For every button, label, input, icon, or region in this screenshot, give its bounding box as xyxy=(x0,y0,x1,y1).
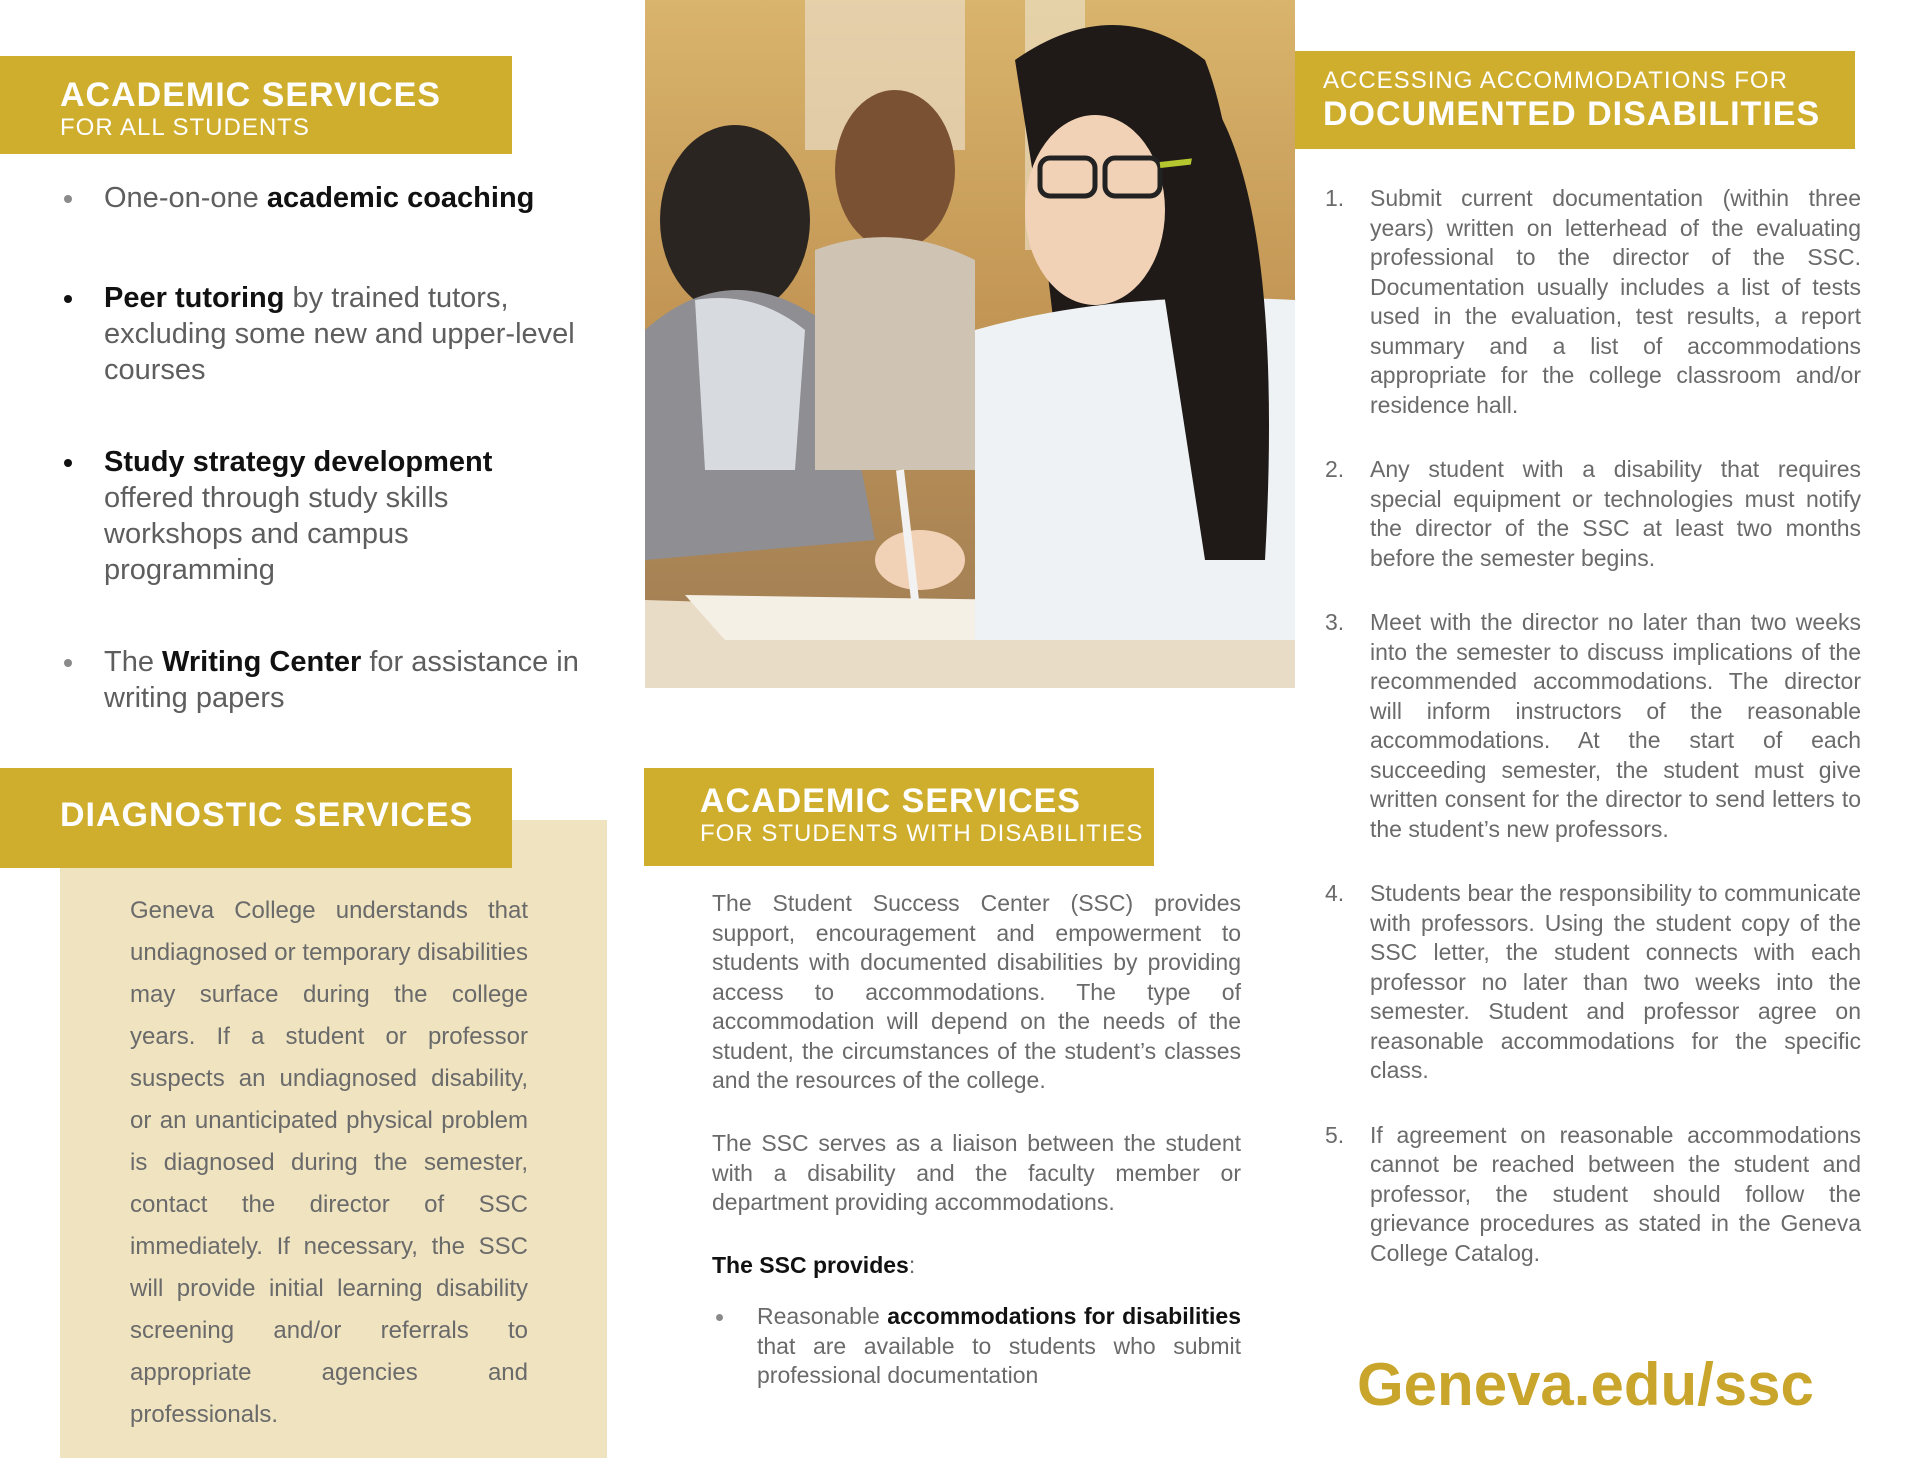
ssc-provides-heading: The SSC provides: xyxy=(712,1252,916,1278)
banner-subtitle: ACCESSING ACCOMMODATIONS FOR xyxy=(1323,67,1788,94)
banner-title: ACADEMIC SERVICES xyxy=(60,76,441,114)
academic-services-list xyxy=(62,180,582,716)
banner-subtitle: FOR STUDENTS WITH DISABILITIES xyxy=(700,820,1144,847)
banner-subtitle: FOR ALL STUDENTS xyxy=(60,114,310,141)
list-item: Study strategy development offered through study skills workshops and campus programming xyxy=(62,444,582,588)
ssc-intro-paragraph: The Student Success Center (SSC) provides support, encouragement and empowerment to students with documented disabilities by providing access to accommodations. The type of accommodation will depend on the needs of the student, the circumstances of the student’s classes and the resources of the college. xyxy=(712,890,1241,1093)
banner-title: DIAGNOSTIC SERVICES xyxy=(60,796,474,834)
banner-title: DOCUMENTED DISABILITIES xyxy=(1323,95,1821,133)
ssc-liaison-paragraph: The SSC serves as a liaison between the student with a disability and the faculty member or department providing accommodations. xyxy=(712,1130,1241,1215)
step-item: 1. Submit current documentation (within three years) written on letterhead of the evaluating professional to the director of the SSC. Documentation usually includes a list of tests used in the evaluation, test results, a report summary and a list of accommodations appropriate for the college classroom and/or residence hall. xyxy=(1325,185,1861,418)
student-photo xyxy=(645,0,1295,688)
banner-title: ACADEMIC SERVICES xyxy=(700,782,1081,820)
diagnostic-services-banner xyxy=(0,768,512,868)
diagnostic-text: Geneva College understands that undiagnosed or temporary disabilities may surface during the college years. If a student or professor suspects an undiagnosed disability, or an unanticipated physical problem is diagnosed during the semester, contact the director of SSC immediately. If necessary, the SSC will provide initial learning disability screening and/or referrals to appropriate agencies and professionals. xyxy=(130,897,528,1428)
website-url[interactable]: Geneva.edu/ssc xyxy=(1357,1351,1814,1418)
list-item: One-on-one academic coaching xyxy=(62,180,582,216)
academic-services-disabilities-banner xyxy=(644,768,1154,866)
list-item: The Writing Center for assistance in writing papers xyxy=(62,644,582,716)
step-item: 2. Any student with a disability that requires special equipment or technologies must notify the director of the SSC at least two months before the semester begins. xyxy=(1325,456,1861,571)
step-item: 5. If agreement on reasonable accommodations cannot be reached between the student and professor, the student should follow the grievance procedures as stated in the Geneva College Catalog. xyxy=(1325,1121,1861,1266)
step-item: 3. Meet with the director no later than two weeks into the semester to discuss implications of the recommended accommodations. The director will inform instructors of the reasonable accommodations. At the start of each succeeding semester, the student must give written consent for the director to send letters to the student’s new professors. xyxy=(1325,609,1861,842)
list-item: Peer tutoring by trained tutors, excluding some new and upper-level courses xyxy=(62,280,582,388)
ssc-provides-bullet: Reasonable accommodations for disabilities that are available to students who submit professional documentation xyxy=(712,1302,1241,1391)
step-item: 4. Students bear the responsibility to communicate with professors. Using the student copy of the SSC letter, the student connects with each professor no later than two weeks into the semester. Student and professor agree on reasonable accommodations for the specific class. xyxy=(1325,880,1861,1083)
classroom-photo-illustration xyxy=(645,0,1295,688)
accessing-accommodations-banner xyxy=(1295,51,1855,149)
accommodation-steps xyxy=(1325,184,1861,1303)
academic-services-all-banner xyxy=(0,56,512,154)
